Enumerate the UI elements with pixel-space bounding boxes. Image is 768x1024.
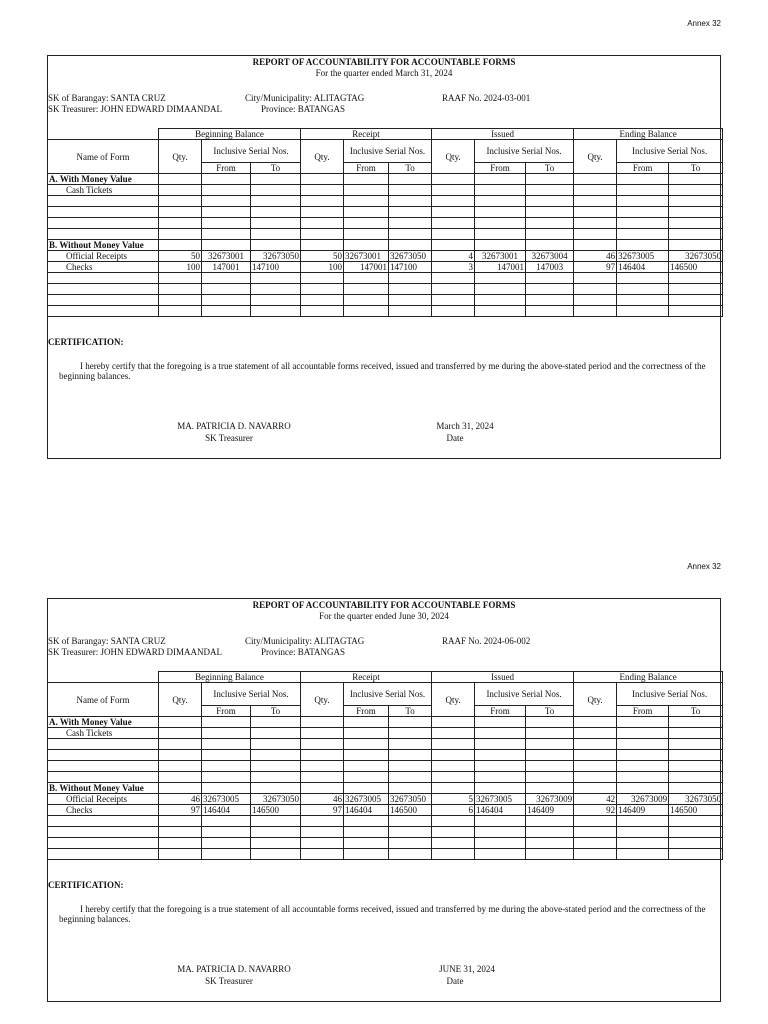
city-label: City/Municipality: ALITAGTAG — [245, 93, 365, 103]
qty-cell: 100 — [159, 262, 202, 273]
serial-to-cell: 146500 — [389, 805, 432, 816]
signatory-title: SK Treasurer — [205, 433, 253, 443]
table-row — [48, 772, 723, 783]
report-title: REPORT OF ACCOUNTABILITY FOR ACCOUNTABLE FORMS — [252, 57, 516, 67]
table-row — [48, 794, 723, 805]
ending-balance-header: Ending Balance — [574, 672, 723, 683]
beginning-balance-header: Beginning Balance — [159, 129, 301, 140]
qty-header: Qty. — [159, 683, 202, 717]
qty-cell: 100 — [301, 262, 344, 273]
table-row — [48, 273, 723, 284]
date-label: Date — [446, 976, 464, 986]
serial-to-cell: 32673050 — [669, 251, 723, 262]
from-header: From — [617, 706, 669, 717]
from-header: From — [475, 163, 526, 174]
form-name: Official Receipts — [48, 251, 159, 262]
table-row — [48, 295, 723, 306]
receipt-header: Receipt — [301, 129, 432, 140]
qty-cell: 3 — [432, 262, 475, 273]
qty-cell: 92 — [574, 805, 617, 816]
from-header: From — [202, 706, 251, 717]
date-label: Date — [446, 433, 464, 443]
accountability-table — [47, 128, 723, 317]
qty-cell: 46 — [159, 794, 202, 805]
serial-to-cell: 146409 — [526, 805, 574, 816]
form-name: Official Receipts — [48, 794, 159, 805]
annex-label: Annex 32 — [687, 562, 721, 571]
serial-from-cell: 32673005 — [475, 794, 526, 805]
treasurer-label: SK Treasurer: JOHN EDWARD DIMAANDAL — [48, 647, 222, 657]
table-row — [48, 229, 723, 240]
table-row — [48, 196, 723, 207]
table-row — [48, 207, 723, 218]
issued-header: Issued — [432, 129, 574, 140]
form-name: Checks — [48, 262, 159, 273]
from-header: From — [202, 163, 251, 174]
name-of-form-header: Name of Form — [48, 683, 159, 717]
raaf-number: RAAF No. 2024-03-001 — [442, 93, 531, 103]
serial-from-cell: 32673005 — [617, 251, 669, 262]
serial-to-cell: 32673050 — [389, 794, 432, 805]
to-header: To — [669, 706, 723, 717]
to-header: To — [389, 163, 432, 174]
treasurer-label: SK Treasurer: JOHN EDWARD DIMAANDAL — [48, 104, 222, 114]
serial-to-cell: 146500 — [251, 805, 301, 816]
qty-header: Qty. — [301, 140, 344, 174]
raaf-number: RAAF No. 2024-06-002 — [442, 636, 531, 646]
table-row — [48, 174, 723, 185]
to-header: To — [526, 706, 574, 717]
certification-text: I hereby certify that the foregoing is a true statement of all accountable forms received, issued and transferred by me during the above-stated period and the correctness of the beginning balances. — [59, 361, 706, 381]
qty-cell: 97 — [301, 805, 344, 816]
qty-header: Qty. — [432, 683, 475, 717]
table-row — [48, 728, 723, 739]
from-header: From — [344, 163, 389, 174]
serial-from-cell: 146409 — [617, 805, 669, 816]
serial-to-cell: 146500 — [669, 805, 723, 816]
serial-header: Inclusive Serial Nos. — [617, 683, 723, 706]
qty-header: Qty. — [574, 683, 617, 717]
to-header: To — [669, 163, 723, 174]
serial-header: Inclusive Serial Nos. — [344, 683, 432, 706]
beginning-balance-header: Beginning Balance — [159, 672, 301, 683]
signatory-name: MA. PATRICIA D. NAVARRO — [177, 421, 291, 431]
table-row — [48, 717, 723, 728]
certification-heading: CERTIFICATION: — [48, 880, 124, 890]
serial-header: Inclusive Serial Nos. — [617, 140, 723, 163]
serial-to-cell: 32673009 — [526, 794, 574, 805]
barangay-label: SK of Barangay: SANTA CRUZ — [48, 93, 166, 103]
serial-header: Inclusive Serial Nos. — [202, 683, 301, 706]
serial-header: Inclusive Serial Nos. — [475, 683, 574, 706]
serial-to-cell: 147100 — [389, 262, 432, 273]
serial-to-cell: 147003 — [526, 262, 574, 273]
qty-cell: 46 — [574, 251, 617, 262]
serial-header: Inclusive Serial Nos. — [475, 140, 574, 163]
serial-from-cell: 147001 — [202, 262, 251, 273]
from-header: From — [344, 706, 389, 717]
qty-cell: 50 — [301, 251, 344, 262]
serial-from-cell: 32673005 — [344, 794, 389, 805]
table-row — [48, 240, 723, 251]
serial-from-cell: 146404 — [202, 805, 251, 816]
signatory-name: MA. PATRICIA D. NAVARRO — [177, 964, 291, 974]
name-of-form-header: Name of Form — [48, 140, 159, 174]
province-label: Province: BATANGAS — [261, 647, 346, 657]
city-label: City/Municipality: ALITAGTAG — [245, 636, 365, 646]
table-row — [48, 185, 723, 196]
qty-cell: 50 — [159, 251, 202, 262]
qty-cell: 6 — [432, 805, 475, 816]
table-row — [48, 306, 723, 317]
table-row — [48, 218, 723, 229]
cash-tickets-label: Cash Tickets — [48, 728, 159, 739]
serial-to-cell: 32673050 — [389, 251, 432, 262]
date-value: March 31, 2024 — [436, 421, 494, 431]
from-header: From — [475, 706, 526, 717]
table-row — [48, 849, 723, 860]
serial-to-cell: 147100 — [251, 262, 301, 273]
table-row — [48, 838, 723, 849]
serial-from-cell: 32673001 — [202, 251, 251, 262]
barangay-label: SK of Barangay: SANTA CRUZ — [48, 636, 166, 646]
qty-header: Qty. — [432, 140, 475, 174]
qty-header: Qty. — [574, 140, 617, 174]
table-row — [48, 262, 723, 273]
serial-from-cell: 147001 — [475, 262, 526, 273]
to-header: To — [251, 706, 301, 717]
serial-to-cell: 32673050 — [669, 794, 723, 805]
serial-to-cell: 32673050 — [251, 794, 301, 805]
table-row — [48, 816, 723, 827]
issued-header: Issued — [432, 672, 574, 683]
certification-heading: CERTIFICATION: — [48, 337, 124, 347]
serial-to-cell: 32673004 — [526, 251, 574, 262]
cash-tickets-label: Cash Tickets — [48, 185, 159, 196]
blank-cell — [48, 672, 159, 683]
province-label: Province: BATANGAS — [261, 104, 346, 114]
serial-from-cell: 147001 — [344, 262, 389, 273]
table-row — [48, 750, 723, 761]
table-row — [48, 783, 723, 794]
to-header: To — [251, 163, 301, 174]
qty-header: Qty. — [159, 140, 202, 174]
qty-cell: 97 — [574, 262, 617, 273]
section-b-label: B. Without Money Value — [48, 240, 159, 251]
table-row — [48, 761, 723, 772]
date-value: JUNE 31, 2024 — [439, 964, 495, 974]
signatory-title: SK Treasurer — [205, 976, 253, 986]
to-header: To — [389, 706, 432, 717]
serial-from-cell: 32673001 — [344, 251, 389, 262]
section-a-label: A. With Money Value — [48, 174, 159, 185]
serial-header: Inclusive Serial Nos. — [344, 140, 432, 163]
report-form — [47, 55, 721, 459]
from-header: From — [617, 163, 669, 174]
table-row — [48, 739, 723, 750]
table-row — [48, 827, 723, 838]
serial-from-cell: 32673009 — [617, 794, 669, 805]
report-title: REPORT OF ACCOUNTABILITY FOR ACCOUNTABLE FORMS — [252, 600, 516, 610]
section-b-label: B. Without Money Value — [48, 783, 159, 794]
report-subtitle: For the quarter ended March 31, 2024 — [315, 68, 453, 78]
serial-to-cell: 146500 — [669, 262, 723, 273]
to-header: To — [526, 163, 574, 174]
qty-cell: 97 — [159, 805, 202, 816]
qty-cell: 42 — [574, 794, 617, 805]
qty-cell: 46 — [301, 794, 344, 805]
annex-label: Annex 32 — [687, 19, 721, 28]
blank-cell — [48, 129, 159, 140]
ending-balance-header: Ending Balance — [574, 129, 723, 140]
serial-header: Inclusive Serial Nos. — [202, 140, 301, 163]
qty-cell: 4 — [432, 251, 475, 262]
qty-cell: 5 — [432, 794, 475, 805]
serial-from-cell: 146404 — [344, 805, 389, 816]
serial-from-cell: 146404 — [617, 262, 669, 273]
report-form — [47, 598, 721, 1002]
qty-header: Qty. — [301, 683, 344, 717]
form-name: Checks — [48, 805, 159, 816]
table-row — [48, 805, 723, 816]
receipt-header: Receipt — [301, 672, 432, 683]
serial-from-cell: 32673001 — [475, 251, 526, 262]
certification-text: I hereby certify that the foregoing is a true statement of all accountable forms received, issued and transferred by me during the above-stated period and the correctness of the beginning balances. — [59, 904, 706, 924]
serial-from-cell: 32673005 — [202, 794, 251, 805]
section-a-label: A. With Money Value — [48, 717, 159, 728]
table-row — [48, 284, 723, 295]
report-subtitle: For the quarter ended June 30, 2024 — [319, 611, 449, 621]
serial-from-cell: 146404 — [475, 805, 526, 816]
accountability-table — [47, 671, 723, 860]
table-row — [48, 251, 723, 262]
serial-to-cell: 32673050 — [251, 251, 301, 262]
